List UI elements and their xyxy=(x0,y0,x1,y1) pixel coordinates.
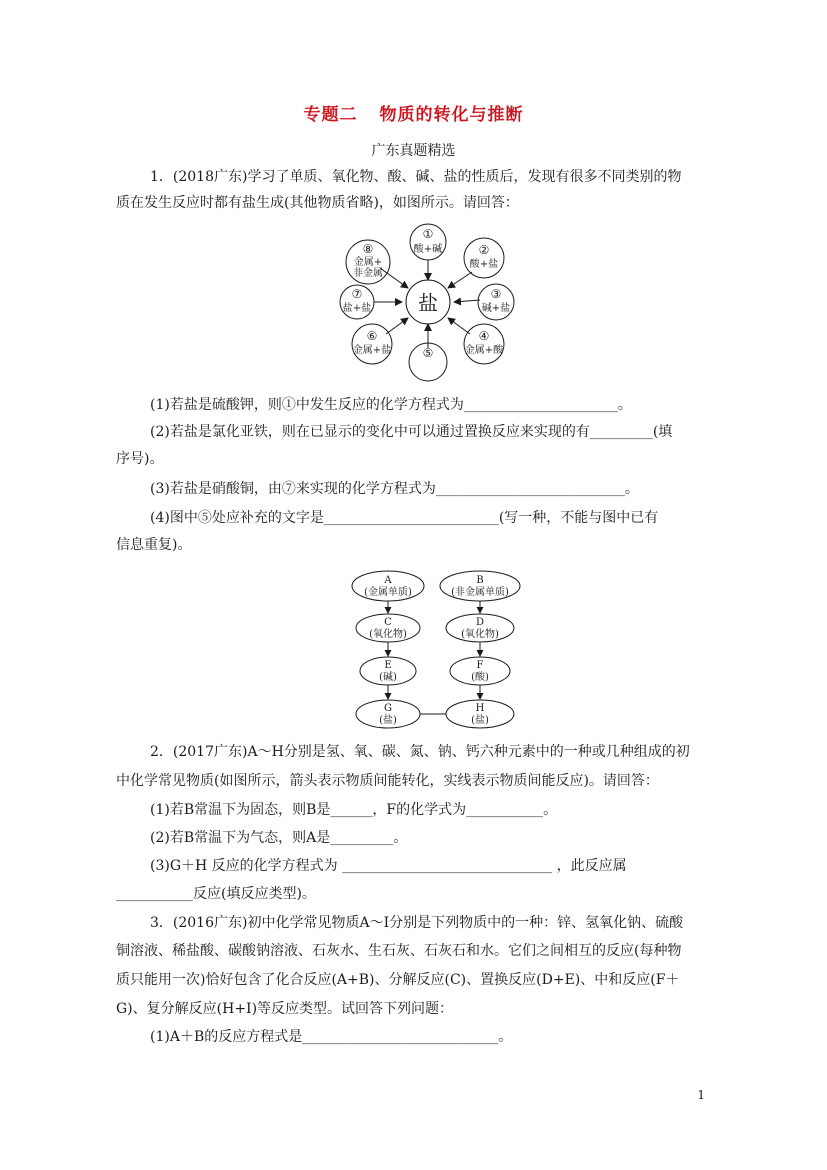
q2-sub3-line1: (3)G＋H 反应的化学方程式为 ______________________________ ，此反应属 xyxy=(150,858,627,874)
q3-line2: 铜溶液、稀盐酸、碳酸钠溶液、石灰水、生石灰、石灰石和水。它们之间相互的反应(每种物 xyxy=(116,943,682,959)
node-8-text-1: 金属+ xyxy=(353,257,383,268)
q3-line3: 质只能用一次)恰好包含了化合反应(A+B)、分解反应(C)、置换反应(D+E)、中和反应(F＋ xyxy=(116,972,680,988)
node-6-number: ⑥ xyxy=(366,329,378,343)
arrow-3 xyxy=(454,300,480,302)
q1-sub4-line2: 信息重复)。 xyxy=(116,537,192,553)
q2-sub2: (2)若B常温下为气态，则A是_________。 xyxy=(150,830,408,846)
node-7-text: 盐+盐 xyxy=(342,303,372,314)
page-number: 1 xyxy=(697,1088,705,1102)
title-part1: 专题二 xyxy=(303,105,358,125)
node-d-label: D xyxy=(475,617,485,628)
node-1-number: ① xyxy=(422,227,434,241)
node-f-label: F xyxy=(476,660,484,671)
q3-line1: 3．(2016广东)初中化学常见物质A～I分别是下列物质中的一种：锌、氢氧化钠、硫酸 xyxy=(150,915,684,931)
arrow-8 xyxy=(380,268,408,288)
node-4-text: 金属+酸 xyxy=(464,345,504,356)
node-5-number: ⑤ xyxy=(422,346,434,360)
node-4-number: ④ xyxy=(478,329,490,343)
q2-sub3-line2: ___________反应(填反应类型)。 xyxy=(116,886,316,902)
q2-intro-line1: 2．(2017广东)A～H分别是氢、氧、碳、氮、钠、钙六种元素中的一种或几种组成的初 xyxy=(150,744,690,760)
q1-intro-line1: 1．(2018广东)学习了单质、氧化物、酸、碱、盐的性质后，发现有很多不同类别的物 xyxy=(150,169,682,185)
node-h-label: H xyxy=(475,703,485,714)
node-a-label: A xyxy=(384,575,392,586)
node-6-text: 金属+盐 xyxy=(352,345,392,356)
arrow-4 xyxy=(448,318,470,334)
page-title xyxy=(0,100,827,125)
node-3-text: 碱+盐 xyxy=(481,303,511,314)
q1-intro-line2: 质在发生反应时都有盐生成(其他物质省略)，如图所示。请回答： xyxy=(116,195,519,211)
node-a-desc: (金属单质) xyxy=(364,587,412,598)
node-2-number: ② xyxy=(478,243,490,257)
title-part2: 物质的转化与推断 xyxy=(379,105,524,125)
node-2-text: 酸+盐 xyxy=(469,259,499,270)
node-g-desc: (盐) xyxy=(379,715,397,726)
node-d-desc: (氧化物) xyxy=(461,629,499,640)
q2-conversion-diagram xyxy=(348,566,530,734)
node-g-label: G xyxy=(384,703,392,714)
section-subtitle: 广东真题精选 xyxy=(371,143,456,159)
node-c-label: C xyxy=(384,617,392,628)
q1-sub2-line1: (2)若盐是氯化亚铁，则在已显示的变化中可以通过置换反应来实现的有_________(填 xyxy=(150,424,673,440)
node-c-desc: (氧化物) xyxy=(369,629,407,640)
node-3-number: ③ xyxy=(490,287,502,301)
q2-sub1: (1)若B常温下为固态，则B是______，F的化学式为___________。 xyxy=(150,802,558,818)
q1-sub4-line1: (4)图中⑤处应补充的文字是_________________________(写一种，不能与图中已有 xyxy=(150,510,659,526)
arrow-6 xyxy=(386,318,408,334)
q3-sub1: (1)A＋B的反应方程式是____________________________。 xyxy=(150,1029,513,1045)
node-b-label: B xyxy=(476,575,484,586)
node-b-desc: (非金属单质) xyxy=(451,587,509,598)
node-7-number: ⑦ xyxy=(351,287,363,301)
q1-salt-diagram xyxy=(330,222,520,384)
q1-sub1: (1)若盐是硫酸钾，则①中发生反应的化学方程式为______________________。 xyxy=(150,397,632,413)
node-e-desc: (碱) xyxy=(379,672,397,683)
node-e-label: E xyxy=(384,660,392,671)
node-8-text-2: 非金属 xyxy=(353,268,383,279)
q1-sub2-line2: 序号)。 xyxy=(116,451,164,467)
q3-line4: G)、复分解反应(H+I)等反应类型。试回答下列问题： xyxy=(116,1001,454,1017)
node-1-text: 酸+碱 xyxy=(413,244,443,255)
arrow-2 xyxy=(448,272,472,288)
q1-sub3: (3)若盐是硝酸铜，由⑦来实现的化学方程式为___________________________。 xyxy=(150,481,639,497)
q2-intro-line2: 中化学常见物质(如图所示，箭头表示物质间能转化，实线表示物质间能反应)。请回答： xyxy=(116,773,659,789)
node-f-desc: (酸) xyxy=(471,672,489,683)
center-salt-label: 盐 xyxy=(418,291,438,315)
node-8-number: ⑧ xyxy=(362,242,374,256)
node-h-desc: (盐) xyxy=(471,715,489,726)
